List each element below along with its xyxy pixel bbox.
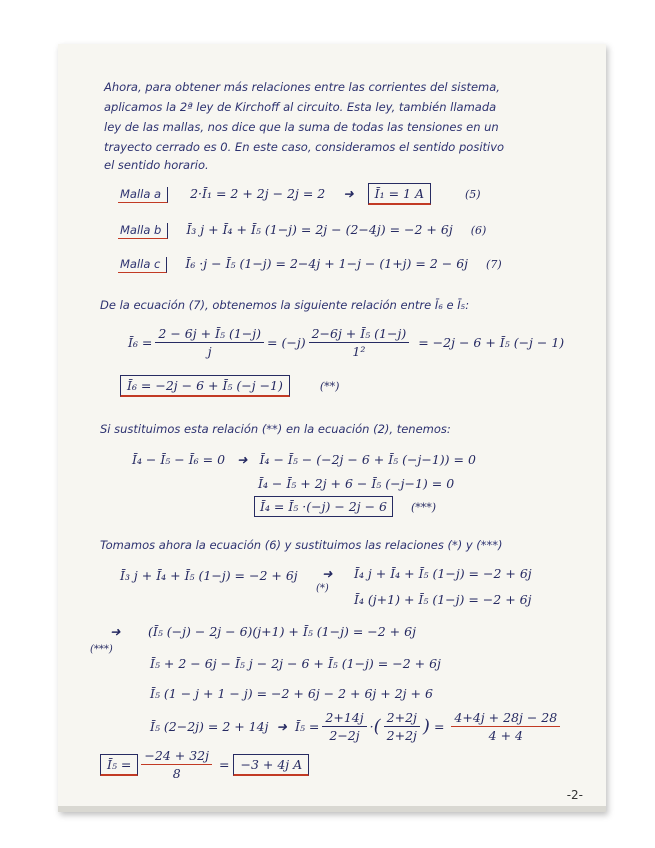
i6-result-row xyxy=(120,378,339,393)
intro-line-5: el sentido horario. xyxy=(104,158,209,172)
malla-c-label: Malla c xyxy=(118,257,167,273)
page-edge xyxy=(58,806,606,812)
i6-fraction-1-den: j xyxy=(207,344,212,359)
arrow-icon: ➜ xyxy=(322,566,333,581)
malla-c-row xyxy=(118,256,502,271)
i5-fraction-3 xyxy=(451,710,560,743)
malla-a-equation: 2·Ī₁ = 2 + 2j − 2j = 2 xyxy=(190,186,326,201)
sub-line-1-rhs: Ī₄ − Ī₅ − (−2j − 6 + Ī₅ (−j−1)) = 0 xyxy=(259,452,476,467)
final-result-num: −24 + 32j xyxy=(141,748,212,765)
eq7-intro: De la ecuación (7), obtenemos la siguiente relación entre Ī₆ e Ī₅: xyxy=(100,298,470,312)
final-line-4-equals: = xyxy=(433,719,445,734)
i5-fraction-2-num: 2+2j xyxy=(384,710,420,727)
sub-line-1-lhs: Ī₄ − Ī₅ − Ī₆ = 0 xyxy=(132,452,226,467)
page-number: -2- xyxy=(566,788,583,802)
intro-line-2: aplicamos la 2ª ley de Kirchoff al circuito. Esta ley, también llamada xyxy=(104,100,497,114)
intro-line-3: ley de las mallas, nos dice que la suma de todas las tensiones en un xyxy=(104,120,499,134)
arrow-icon: ➜ xyxy=(276,719,287,734)
i5-fraction-1 xyxy=(322,710,366,743)
eq6-right-2: Ī₄ (j+1) + Ī₅ (1−j) = −2 + 6j xyxy=(354,592,532,607)
i5-fraction-1-num: 2+14j xyxy=(322,710,366,727)
sub-line-1 xyxy=(132,452,476,467)
malla-a-row xyxy=(118,186,481,201)
malla-c-equation: Ī₆ ·j − Ī₅ (1−j) = 2−4j + 1−j − (1+j) = 2 − 6j xyxy=(185,256,469,271)
sub-intro: Si sustituimos esta relación (**) en la ecuación (2), tenemos: xyxy=(100,422,451,436)
final-line-4-dot: · xyxy=(369,719,374,734)
i6-fraction-1-num: 2 − 6j + Ī₅ (1−j) xyxy=(155,326,264,343)
i6-result: Ī₆ = −2j − 6 + Ī₅ (−j −1) xyxy=(120,375,290,397)
i6-fraction-2 xyxy=(309,326,410,359)
i5-fraction-2 xyxy=(384,710,420,743)
malla-b-row xyxy=(118,222,486,237)
arrow-icon: ➜ xyxy=(110,624,121,639)
i6-fraction-2-num: 2−6j + Ī₅ (1−j) xyxy=(309,326,410,343)
final-result-fraction xyxy=(141,748,212,781)
arrow-icon: ➜ xyxy=(343,186,354,201)
final-result-value: −3 + 4j A xyxy=(233,754,309,776)
equation-tag-7: (7) xyxy=(486,258,502,271)
arrow-icon: ➜ xyxy=(237,452,248,467)
i4-result: Ī₄ = Ī₅ ·(−j) − 2j − 6 xyxy=(254,496,393,517)
i6-derivation xyxy=(128,326,564,359)
eq6-right-1: Ī₄ j + Ī₄ + Ī₅ (1−j) = −2 + 6j xyxy=(354,566,532,581)
i5-fraction-1-den: 2−2j xyxy=(329,728,360,743)
intro-line-4: trayecto cerrado es 0. En este caso, consideramos el sentido positivo xyxy=(104,140,505,154)
final-result-den: 8 xyxy=(172,766,181,781)
eq6-left: Ī₃ j + Ī₄ + Ī₅ (1−j) = −2 + 6j xyxy=(120,568,298,583)
eq6-intro: Tomamos ahora la ecuación (6) y sustituimos las relaciones (*) y (***) xyxy=(100,538,503,552)
i6-lhs: Ī₆ = xyxy=(128,335,153,350)
final-line-2: Ī₅ + 2 − 6j − Ī₅ j − 2j − 6 + Ī₅ (1−j) = −2 + 6j xyxy=(150,656,441,671)
equation-tag-5: (5) xyxy=(464,188,481,201)
i5-fraction-3-num: 4+4j + 28j − 28 xyxy=(451,710,560,727)
final-line-4-lhs: Ī₅ = xyxy=(295,719,320,734)
final-result-equals: = xyxy=(219,757,230,772)
malla-b-equation: Ī₃ j + Ī₄ + Ī₅ (1−j) = 2j − (2−4j) = −2 + 6j xyxy=(186,222,453,237)
malla-a-result: Ī₁ = 1 A xyxy=(368,183,431,205)
i6-rhs: = −2j − 6 + Ī₅ (−j − 1) xyxy=(418,335,565,350)
equation-tag-6: (6) xyxy=(470,224,487,237)
i6-fraction-1 xyxy=(155,326,264,359)
i5-fraction-3-den: 4 + 4 xyxy=(488,728,523,743)
malla-b-label: Malla b xyxy=(118,223,168,239)
sub-line-2: Ī₄ − Ī₅ + 2j + 6 − Ī₅ (−j−1) = 0 xyxy=(258,476,455,491)
i5-fraction-2-den: 2+2j xyxy=(386,728,417,743)
final-result-lhs: Ī₅ = xyxy=(100,754,138,776)
malla-a-label: Malla a xyxy=(118,187,168,203)
i6-fraction-2-den: 1² xyxy=(352,344,366,359)
final-star3: (***) xyxy=(90,644,113,655)
i6-tag: (**) xyxy=(319,380,340,393)
final-line-1: (Ī₅ (−j) − 2j − 6)(j+1) + Ī₅ (1−j) = −2 + 6j xyxy=(148,624,416,639)
i4-result-row xyxy=(254,499,436,514)
i4-tag: (***) xyxy=(410,501,437,514)
eq6-star: (*) xyxy=(316,583,329,594)
i6-mid: = (−j) xyxy=(267,335,306,350)
final-line-4-eq: Ī₅ (2−2j) = 2 + 14j xyxy=(150,719,269,734)
final-result-row xyxy=(100,748,309,781)
final-line-3: Ī₅ (1 − j + 1 − j) = −2 + 6j − 2 + 6j + 2j + 6 xyxy=(150,686,433,701)
intro-line-1: Ahora, para obtener más relaciones entre las corrientes del sistema, xyxy=(104,80,500,94)
final-line-4: Ī₅ (2−2j) = 2 + 14j ➜ Ī₅ = $\frac{2+14j}{2-2j}$ · ( $\frac{2+2j}{2+2j}$ ) = $\frac{4+4j + 28j - 28}{4 + 4}$ xyxy=(150,710,563,743)
